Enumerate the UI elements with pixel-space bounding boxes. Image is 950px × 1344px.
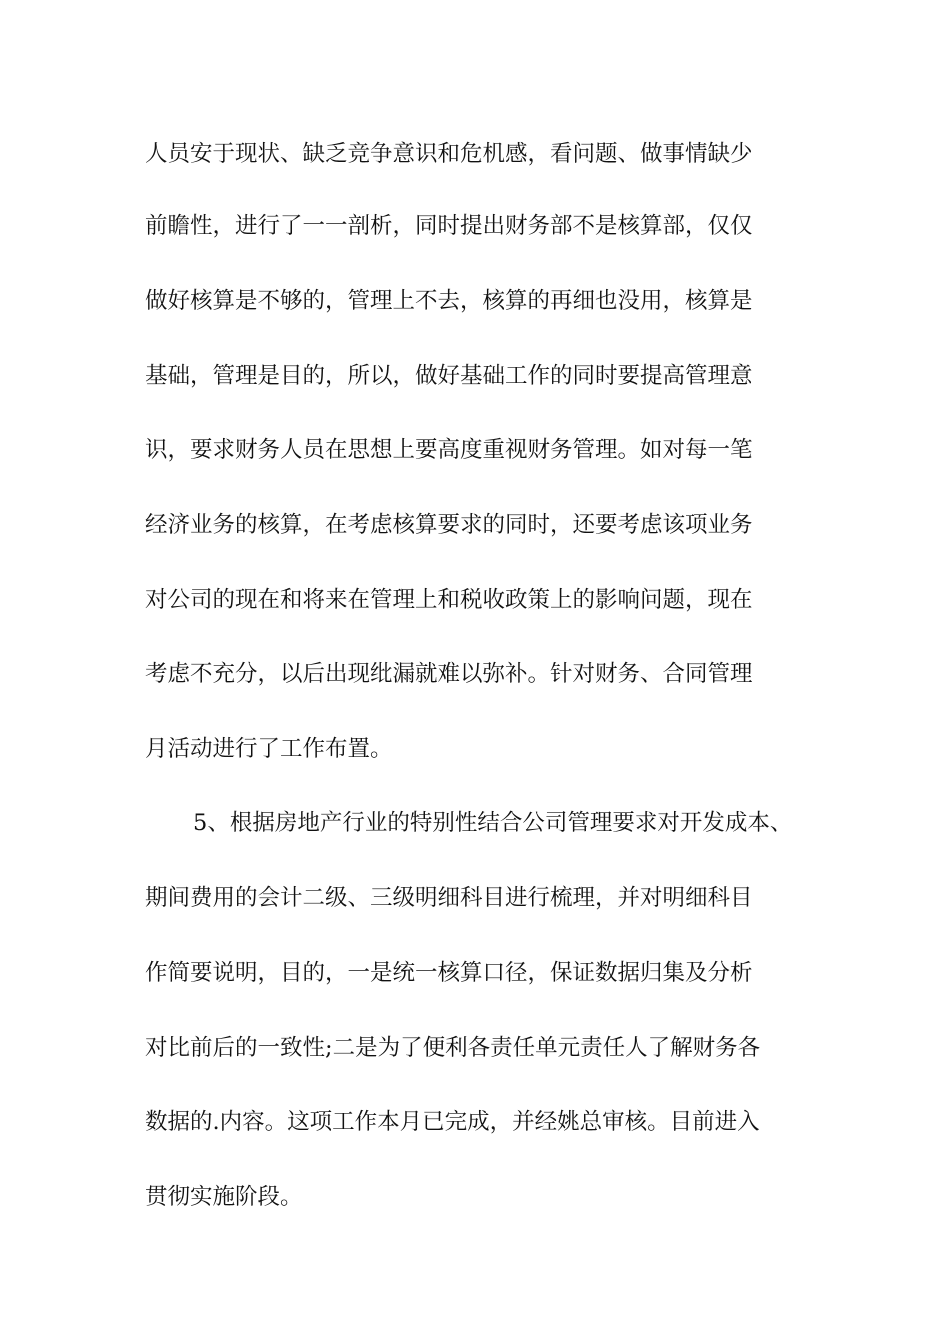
text-line: 经济业务的核算，在考虑核算要求的同时，还要考虑该项业务 [145,512,753,538]
text-line: 基础，管理是目的，所以，做好基础工作的同时要提高管理意 [145,363,753,389]
text-line: 作简要说明，目的，一是统一核算口径，保证数据归集及分析 [145,960,753,986]
paragraph-start-line: 5、根据房地产行业的特别性结合公司管理要求对开发成本、 [193,810,793,836]
text-line: 月活动进行了工作布置。 [145,736,393,762]
text-line: 对比前后的一致性;二是为了便利各责任单元责任人了解财务各 [145,1035,761,1061]
text-line: 识，要求财务人员在思想上要高度重视财务管理。如对每一笔 [145,437,753,463]
text-line: 人员安于现状、缺乏竞争意识和危机感，看问题、做事情缺少 [145,141,753,167]
text-line: 对公司的现在和将来在管理上和税收政策上的影响问题，现在 [145,587,753,613]
text-line: 做好核算是不够的，管理上不去，核算的再细也没用，核算是 [145,288,753,314]
text-line: 前瞻性，进行了一一剖析，同时提出财务部不是核算部，仅仅 [145,213,753,239]
text-line: 考虑不充分，以后出现纰漏就难以弥补。针对财务、合同管理 [145,661,753,687]
text-line: 数据的.内容。这项工作本月已完成，并经姚总审核。目前进入 [145,1109,760,1135]
text-line: 贯彻实施阶段。 [145,1184,303,1210]
text-line: 期间费用的会计二级、三级明细科目进行梳理，并对明细科目 [145,885,753,911]
